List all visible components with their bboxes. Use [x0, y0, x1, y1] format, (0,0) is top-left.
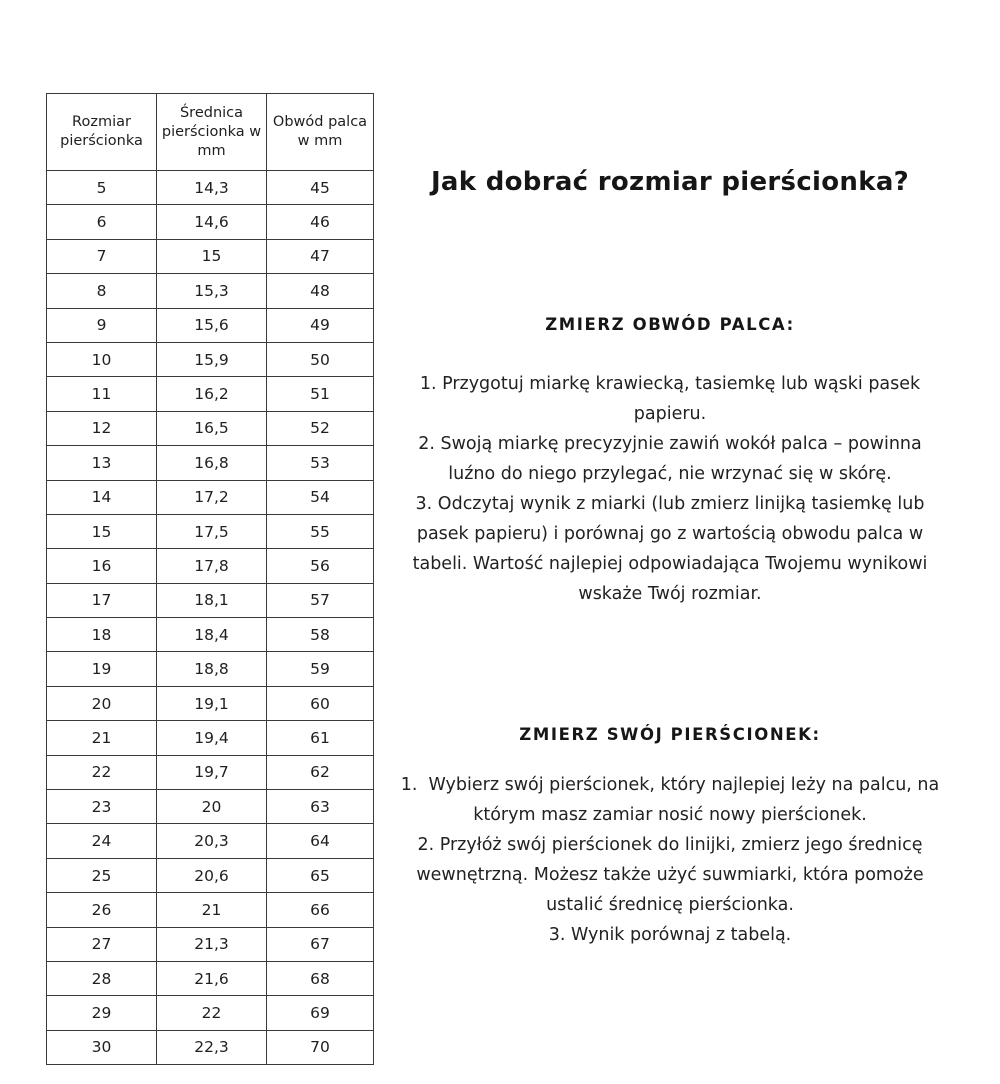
table-cell: 16: [47, 549, 157, 583]
table-row: [47, 721, 374, 755]
table-cell: 15: [157, 239, 267, 273]
table-row: [47, 927, 374, 961]
table-header-row: [47, 94, 374, 171]
page-title: Jak dobrać rozmiar pierścionka?: [430, 167, 910, 197]
table-row: [47, 480, 374, 514]
table-row: [47, 790, 374, 824]
table-cell: 17: [47, 583, 157, 617]
column-header-ring-size: Rozmiar pierścionka: [47, 94, 157, 171]
table-cell: 16,8: [157, 446, 267, 480]
table-row: [47, 1030, 374, 1064]
table-cell: 55: [267, 514, 374, 548]
instruction-list-measure-ring: [398, 770, 945, 950]
table-row: [47, 961, 374, 995]
table-cell: 68: [267, 961, 374, 995]
table-cell: 22: [157, 996, 267, 1030]
table-cell: 21: [157, 893, 267, 927]
table-cell: 50: [267, 342, 374, 376]
table-cell: 30: [47, 1030, 157, 1064]
table-cell: 18,1: [157, 583, 267, 617]
table-row: [47, 377, 374, 411]
table-cell: 47: [267, 239, 374, 273]
table-cell: 53: [267, 446, 374, 480]
table-cell: 54: [267, 480, 374, 514]
table-cell: 14,3: [157, 171, 267, 205]
table-cell: 14,6: [157, 205, 267, 239]
table-cell: 16,5: [157, 411, 267, 445]
table-row: [47, 996, 374, 1030]
table-cell: 12: [47, 411, 157, 445]
ring-size-table-header: [47, 94, 374, 171]
table-cell: 20,6: [157, 858, 267, 892]
table-cell: 56: [267, 549, 374, 583]
table-cell: 17,5: [157, 514, 267, 548]
table-row: [47, 824, 374, 858]
table-cell: 10: [47, 342, 157, 376]
table-cell: 15,9: [157, 342, 267, 376]
table-cell: 51: [267, 377, 374, 411]
table-cell: 20: [47, 686, 157, 720]
table-cell: 64: [267, 824, 374, 858]
table-row: [47, 652, 374, 686]
table-cell: 45: [267, 171, 374, 205]
table-cell: 21: [47, 721, 157, 755]
table-cell: 58: [267, 618, 374, 652]
table-cell: 16,2: [157, 377, 267, 411]
table-row: [47, 274, 374, 308]
table-cell: 22: [47, 755, 157, 789]
table-cell: 7: [47, 239, 157, 273]
table-cell: 20: [157, 790, 267, 824]
table-cell: 65: [267, 858, 374, 892]
table-cell: 60: [267, 686, 374, 720]
table-row: [47, 205, 374, 239]
table-cell: 67: [267, 927, 374, 961]
table-cell: 8: [47, 274, 157, 308]
table-row: [47, 446, 374, 480]
table-cell: 9: [47, 308, 157, 342]
table-row: [47, 583, 374, 617]
table-cell: 63: [267, 790, 374, 824]
section-heading-measure-finger: ZMIERZ OBWÓD PALCA:: [545, 315, 795, 334]
table-row: [47, 514, 374, 548]
table-cell: 17,2: [157, 480, 267, 514]
table-cell: 5: [47, 171, 157, 205]
table-cell: 28: [47, 961, 157, 995]
instruction-item: 2. Swoją miarkę precyzyjnie zawiń wokół palca – powinna luźno do niego przylegać, nie wrzynać się w skórę.: [418, 434, 928, 484]
table-cell: 26: [47, 893, 157, 927]
table-cell: 24: [47, 824, 157, 858]
table-cell: 20,3: [157, 824, 267, 858]
table-cell: 59: [267, 652, 374, 686]
table-cell: 46: [267, 205, 374, 239]
table-cell: 19,4: [157, 721, 267, 755]
table-cell: 18,4: [157, 618, 267, 652]
size-table-body: [47, 171, 374, 1065]
table-cell: 6: [47, 205, 157, 239]
table-cell: 25: [47, 858, 157, 892]
table-row: [47, 686, 374, 720]
table-cell: 29: [47, 996, 157, 1030]
table-cell: 23: [47, 790, 157, 824]
section-heading-measure-ring: ZMIERZ SWÓJ PIERŚCIONEK:: [519, 725, 821, 744]
table-row: [47, 239, 374, 273]
table-cell: 57: [267, 583, 374, 617]
instruction-item: 3. Odczytaj wynik z miarki (lub zmierz linijką tasiemkę lub pasek papieru) i porównaj go z wartością obwodu palca w tabeli. Wartość najlepiej odpowiadająca Twojemu wynikowi wskaże Twój rozmiar.: [412, 494, 933, 604]
table-cell: 15,3: [157, 274, 267, 308]
table-cell: 17,8: [157, 549, 267, 583]
instruction-item: 3. Wynik porównaj z tabelą.: [548, 925, 792, 945]
table-cell: 14: [47, 480, 157, 514]
table-cell: 18: [47, 618, 157, 652]
table-cell: 61: [267, 721, 374, 755]
table-cell: 15: [47, 514, 157, 548]
table-row: [47, 893, 374, 927]
table-cell: 11: [47, 377, 157, 411]
table-cell: 19,7: [157, 755, 267, 789]
table-row: [47, 755, 374, 789]
table-cell: 18,8: [157, 652, 267, 686]
table-cell: 13: [47, 446, 157, 480]
table-cell: 19: [47, 652, 157, 686]
table-row: [47, 618, 374, 652]
table-cell: 70: [267, 1030, 374, 1064]
table-row: [47, 549, 374, 583]
table-row: [47, 858, 374, 892]
table-row: [47, 342, 374, 376]
instruction-item: 1. Wybierz swój pierścionek, który najlepiej leży na palcu, na którym masz zamiar nosić nowy pierścionek.: [400, 775, 945, 825]
table-cell: 22,3: [157, 1030, 267, 1064]
ring-size-table: [46, 93, 374, 1065]
instruction-item: 2. Przyłóż swój pierścionek do linijki, zmierz jego średnicę wewnętrzną. Możesz także użyć suwmiarki, która pomoże ustalić średnicę pierścionka.: [416, 835, 930, 915]
table-cell: 21,3: [157, 927, 267, 961]
table-row: [47, 171, 374, 205]
column-header-ring-diameter: Średnica pierścionka w mm: [157, 94, 267, 171]
instruction-list-measure-finger: [398, 369, 942, 609]
instruction-item: 1. Przygotuj miarkę krawiecką, tasiemkę lub wąski pasek papieru.: [419, 374, 926, 424]
table-cell: 27: [47, 927, 157, 961]
table-cell: 49: [267, 308, 374, 342]
table-cell: 48: [267, 274, 374, 308]
table-cell: 66: [267, 893, 374, 927]
table-cell: 62: [267, 755, 374, 789]
table-cell: 69: [267, 996, 374, 1030]
table-cell: 21,6: [157, 961, 267, 995]
table-cell: 52: [267, 411, 374, 445]
column-header-finger-circumference: Obwód palca w mm: [267, 94, 374, 171]
table-row: [47, 308, 374, 342]
table-cell: 19,1: [157, 686, 267, 720]
table-row: [47, 411, 374, 445]
table-cell: 15,6: [157, 308, 267, 342]
